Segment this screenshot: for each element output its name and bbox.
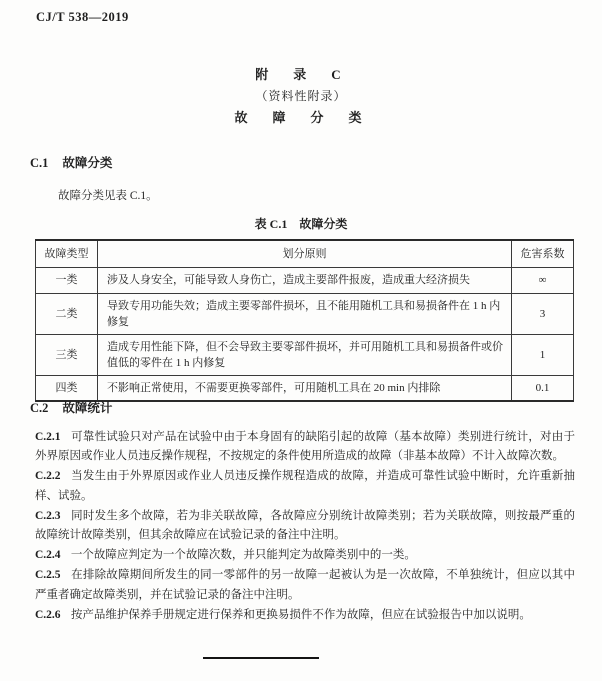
header-coefficient: 危害系数 <box>512 240 574 267</box>
coefficient-cell: ∞ <box>512 267 574 293</box>
fault-type-cell: 一类 <box>36 267 98 293</box>
section-c2-number: C.2 <box>30 401 49 415</box>
section-c1-number: C.1 <box>30 156 49 170</box>
table-caption-title: 故障分类 <box>299 217 348 231</box>
fault-type-cell: 二类 <box>36 293 98 334</box>
table-row <box>36 293 574 334</box>
coefficient-cell: 1 <box>512 334 574 375</box>
clause-text: 同时发生多个故障，若为非关联故障，各故障应分别统计故障类别；若为关联故障，则按最严重的故障统计故障类别，但其余故障应在试验记录的备注中注明。 <box>35 509 575 542</box>
table-c1-caption <box>0 215 602 232</box>
clause-text: 可靠性试验只对产品在试验中由于本身固有的缺陷引起的故障（基本故障）类别进行统计，对由于外界原因或作业人员违反操作规程，不按规定的条件使用所造成的故障（非基本故障）不计入故障次数。 <box>35 431 575 463</box>
clause-text: 一个故障应判定为一个故障次数，并只能判定为故障类别中的一类。 <box>70 549 416 562</box>
clause-number: C.2.1 <box>35 431 61 443</box>
appendix-title-block <box>0 64 602 129</box>
appendix-title: 附 录 C <box>255 67 347 82</box>
c2-clauses-block <box>35 428 575 626</box>
table-row <box>36 375 574 401</box>
table-row <box>36 334 574 375</box>
table-row <box>36 267 574 293</box>
clause-number: C.2.4 <box>35 549 61 562</box>
clause-number: C.2.5 <box>35 569 61 582</box>
appendix-name: 故 障 分 类 <box>234 110 368 125</box>
coefficient-cell: 0.1 <box>512 375 574 401</box>
appendix-subtitle: （资料性附录） <box>255 88 347 103</box>
principle-cell: 涉及人身安全，可能导致人身伤亡，造成主要部件报废，造成重大经济损失 <box>98 267 512 293</box>
section-c1-title: 故障分类 <box>62 156 113 170</box>
principle-cell: 造成专用性能下降，但不会导致主要零部件损坏，并可用随机工具和易损备件或价值低的零件在 1 h 内修复 <box>98 334 512 375</box>
principle-cell: 导致专用功能失效；造成主要零部件损坏，且不能用随机工具和易损备件在 1 h 内修复 <box>98 293 512 334</box>
clause-c2-6 <box>35 606 575 625</box>
principle-cell: 不影响正常使用，不需要更换零部件，可用随机工具在 20 min 内排除 <box>98 375 512 401</box>
section-c2-title: 故障统计 <box>62 401 113 415</box>
clause-text: 当发生由于外界原因或作业人员违反操作规程造成的故障，并造成可靠性试验中断时，允许重新抽样、试验。 <box>35 470 575 502</box>
clause-c2-3 <box>35 507 575 545</box>
clause-c2-5 <box>35 566 575 604</box>
section-c1-heading <box>30 153 112 171</box>
clause-number: C.2.2 <box>35 470 61 483</box>
fault-classification-table <box>35 239 574 402</box>
clause-number: C.2.3 <box>35 509 61 522</box>
header-fault-type: 故障类型 <box>36 240 98 267</box>
clause-number: C.2.6 <box>35 608 61 621</box>
table-caption-number: 表 C.1 <box>254 217 288 231</box>
header-principle: 划分原则 <box>98 240 512 267</box>
clause-text: 在排除故障期间所发生的同一零部件的另一故障一起被认为是一次故障，不单独统计，但应以其中严重者确定故障类别，并在试验记录的备注中注明。 <box>35 569 575 601</box>
clause-c2-4 <box>35 546 575 565</box>
section-c2-heading <box>30 398 112 416</box>
clause-c2-1 <box>35 428 575 466</box>
coefficient-cell: 3 <box>512 293 574 334</box>
clause-text: 按产品维护保养手册规定进行保养和更换易损件不作为故障，但应在试验报告中加以说明。 <box>70 608 531 621</box>
fault-type-cell: 三类 <box>36 334 98 375</box>
clause-c2-2 <box>35 467 575 505</box>
standard-number: CJ/T 538—2019 <box>36 10 129 24</box>
fault-type-cell: 四类 <box>36 375 98 401</box>
end-of-document-rule <box>203 657 319 659</box>
table-header-row <box>36 240 574 267</box>
c1-intro-paragraph: 故障分类见表 C.1。 <box>58 190 158 202</box>
